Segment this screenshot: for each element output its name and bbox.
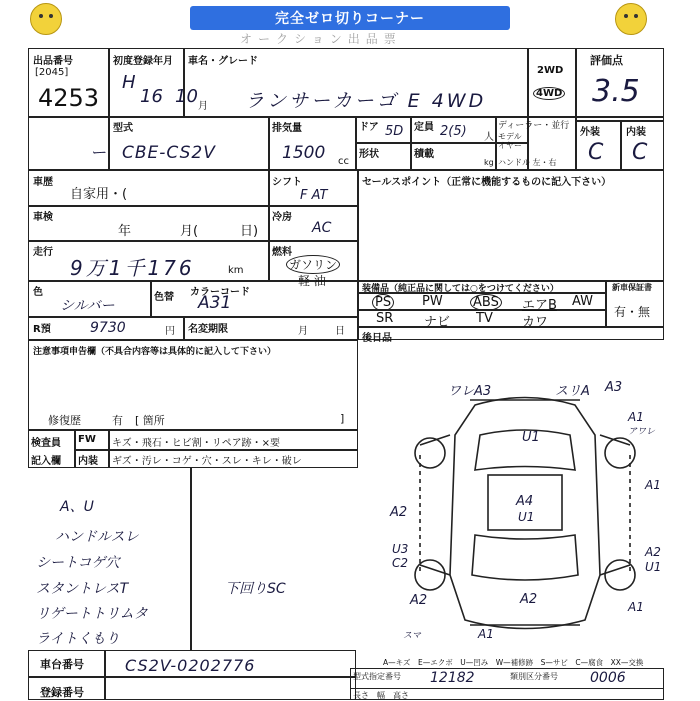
inspection-month: 月( bbox=[180, 224, 199, 239]
fw-label: FW bbox=[78, 434, 96, 445]
car-label: 車名・グレード bbox=[188, 56, 258, 67]
capacity-value: 2(5) bbox=[440, 124, 467, 139]
dmg-roof: A4 bbox=[516, 494, 534, 509]
load-label: 積載 bbox=[414, 149, 434, 160]
repair-label: 修復歴 bbox=[48, 414, 81, 427]
remark-1: A、U bbox=[60, 499, 94, 515]
lot-number: 4253 bbox=[38, 84, 100, 112]
inspection-day: 日) bbox=[240, 224, 259, 239]
capacity-label: 定員 bbox=[414, 122, 434, 133]
model-prefix: ー bbox=[90, 143, 107, 162]
color-change-label: 色替 bbox=[154, 292, 174, 303]
shift-label: シフト bbox=[272, 177, 302, 188]
dmg-left-door: A2 bbox=[390, 505, 408, 520]
model-value: CBE-CS2V bbox=[122, 143, 216, 163]
fuel-value-2: 軽 油 bbox=[298, 274, 326, 288]
history-value: 自家用・( bbox=[70, 187, 128, 202]
remark-5: リゲートトリムタ bbox=[36, 606, 148, 622]
dmg-front-right: A3 bbox=[605, 380, 623, 395]
inspector-row1: キズ・飛石・ヒビ割・リペア跡・×要 bbox=[112, 438, 280, 449]
equip-sr: SR bbox=[376, 311, 394, 326]
dmg-front-center: スリA bbox=[555, 384, 590, 399]
lot-label: 出品番号 bbox=[33, 56, 73, 67]
door-value: 5D bbox=[385, 124, 404, 139]
obscured-title: オークション出品票 bbox=[240, 32, 402, 46]
dmg-roof-2: U1 bbox=[518, 510, 535, 524]
damage-legend: A—キズ E—エクボ U—凹み W—補修跡 S—サビ C—腐食 XX—交換 bbox=[383, 658, 644, 667]
equip-tv: TV bbox=[476, 311, 493, 326]
color-label: 色 bbox=[33, 287, 43, 298]
score-value: 3.5 bbox=[592, 74, 640, 109]
drive-4wd: 4WD bbox=[533, 87, 565, 100]
equip-pw: PW bbox=[422, 294, 443, 309]
chassis-label: 車台番号 bbox=[40, 658, 84, 671]
transfer-label: 名変期限 bbox=[188, 324, 228, 335]
mileage-value: 9万1千176 bbox=[70, 256, 195, 280]
remark-right: 下回りSC bbox=[225, 581, 286, 597]
dmg-hood: U1 bbox=[522, 430, 540, 445]
dmg-rear-note: スマ bbox=[403, 631, 421, 641]
dmg-front-left: ワレA3 bbox=[448, 384, 492, 399]
repair-value: 有 bbox=[112, 414, 123, 427]
dmg-rear-left: A2 bbox=[410, 593, 428, 608]
repair-location-close: ] bbox=[340, 412, 345, 425]
remark-4: スタントレスT bbox=[36, 581, 129, 597]
dmg-left-rear: U3 bbox=[392, 542, 409, 556]
transfer-day: 日 bbox=[335, 326, 345, 337]
dmg-right-front-note: アワレ bbox=[628, 427, 656, 437]
door-label: ドア bbox=[359, 122, 379, 133]
displacement-label: 排気量 bbox=[272, 123, 302, 134]
remark-6: ライトくもり bbox=[36, 631, 120, 647]
color-code-label: カラーコード bbox=[190, 287, 250, 298]
dmg-rear-right: A1 bbox=[628, 600, 644, 614]
registration-month: 10 bbox=[175, 86, 198, 107]
notes-label: 注意事項申告欄（不具合内容等は具体的に記入して下さい） bbox=[33, 347, 277, 357]
handle-label: ハンドル 左・右 bbox=[498, 158, 557, 167]
dmg-rear-bumper: A1 bbox=[478, 627, 494, 641]
dims-label: 長さ 幅 高さ bbox=[353, 691, 409, 700]
color-value: シルバー bbox=[60, 298, 115, 314]
shape-label: 形状 bbox=[359, 149, 379, 160]
inspection-year: 年 bbox=[118, 224, 132, 239]
car-name: ランサーカーゴ E 4WD bbox=[245, 90, 487, 112]
interior-label: 内装 bbox=[626, 127, 646, 138]
fuel-value: ガソリン bbox=[286, 255, 340, 274]
equip-aw: AW bbox=[572, 294, 594, 309]
equip-airbag: エアB bbox=[522, 298, 557, 313]
after-label: 後日品 bbox=[362, 333, 392, 344]
fuel-label: 燃料 bbox=[272, 247, 292, 258]
dealer-label: ディーラー・並行 bbox=[498, 121, 570, 131]
color-code: A31 bbox=[198, 293, 232, 313]
recycle-label: R預 bbox=[33, 324, 51, 335]
warranty-label: 新車保証書 bbox=[612, 283, 652, 292]
class-value: 0006 bbox=[590, 670, 626, 686]
history-label: 車歴 bbox=[33, 177, 53, 188]
lot-sub: [2045] bbox=[35, 67, 69, 78]
interior-value: C bbox=[632, 140, 648, 165]
dmg-right-door: A1 bbox=[645, 478, 661, 492]
aircon-label: 冷房 bbox=[272, 212, 292, 223]
spec-label: 型式指定番号 bbox=[353, 672, 401, 681]
score-label: 評価点 bbox=[590, 54, 623, 67]
inspector-label: 検査員 bbox=[31, 438, 61, 449]
warranty-value: 有・無 bbox=[614, 305, 651, 319]
shift-value: F AT bbox=[300, 188, 328, 203]
entry-label: 記入欄 bbox=[31, 456, 61, 467]
remark-2: ハンドルスレ bbox=[55, 529, 139, 545]
dmg-right-rear: A2 bbox=[645, 545, 661, 559]
model-label: 型式 bbox=[113, 123, 133, 134]
equipment-label: 装備品（純正品に関しては○をつけてください） bbox=[362, 284, 559, 294]
registration-label: 初度登録年月 bbox=[113, 56, 173, 67]
capacity-unit: 人 bbox=[484, 132, 494, 143]
mileage-label: 走行 bbox=[33, 247, 53, 258]
mascot-right-icon bbox=[615, 3, 647, 35]
recycle-unit: 円 bbox=[165, 326, 175, 337]
inspector-row2: ギズ・汚レ・コゲ・穴・スレ・キレ・破レ bbox=[112, 456, 302, 467]
inspection-label: 車検 bbox=[33, 212, 53, 223]
mascot-left-icon bbox=[30, 3, 62, 35]
dmg-right-front: A1 bbox=[628, 410, 644, 424]
selling-label: セールスポイント（正常に機能するものに記入下さい） bbox=[362, 177, 612, 188]
inner-label: 内装 bbox=[78, 456, 98, 467]
header-banner: 完全ゼロ切りコーナー bbox=[190, 6, 510, 30]
remark-3: シートコゲ穴 bbox=[36, 555, 120, 571]
registration-year: 16 bbox=[140, 86, 163, 107]
drive-2wd: 2WD bbox=[537, 65, 564, 76]
aircon-value: AC bbox=[312, 220, 332, 236]
equip-abs: ABS bbox=[470, 294, 502, 311]
displacement-value: 1500 bbox=[282, 143, 326, 163]
equip-navi: ナビ bbox=[424, 315, 451, 330]
recycle-value: 9730 bbox=[90, 320, 126, 336]
dmg-right-rear-2: U1 bbox=[645, 560, 662, 574]
equip-leather: カワ bbox=[522, 315, 549, 330]
model-year-sub: イヤー bbox=[498, 141, 522, 150]
repair-location-label: [ 箇所 bbox=[135, 414, 165, 427]
plate-label: 登録番号 bbox=[40, 686, 84, 699]
displacement-unit: cc bbox=[338, 156, 349, 167]
equip-ps: PS bbox=[372, 294, 394, 311]
exterior-value: C bbox=[588, 140, 604, 165]
registration-month-unit: 月 bbox=[198, 101, 208, 112]
transfer-month: 月 bbox=[298, 326, 308, 337]
mileage-unit: km bbox=[228, 265, 244, 276]
chassis-value: CS2V-0202776 bbox=[125, 656, 256, 675]
dmg-rear-center: A2 bbox=[520, 592, 538, 607]
exterior-label: 外装 bbox=[580, 127, 600, 138]
registration-era: H bbox=[122, 72, 136, 93]
class-label: 類別区分番号 bbox=[510, 672, 558, 681]
spec-value: 12182 bbox=[430, 670, 475, 686]
dmg-left-rear-2: C2 bbox=[392, 556, 409, 570]
load-unit: kg bbox=[484, 158, 494, 167]
model-year-label: モデル bbox=[498, 132, 522, 141]
